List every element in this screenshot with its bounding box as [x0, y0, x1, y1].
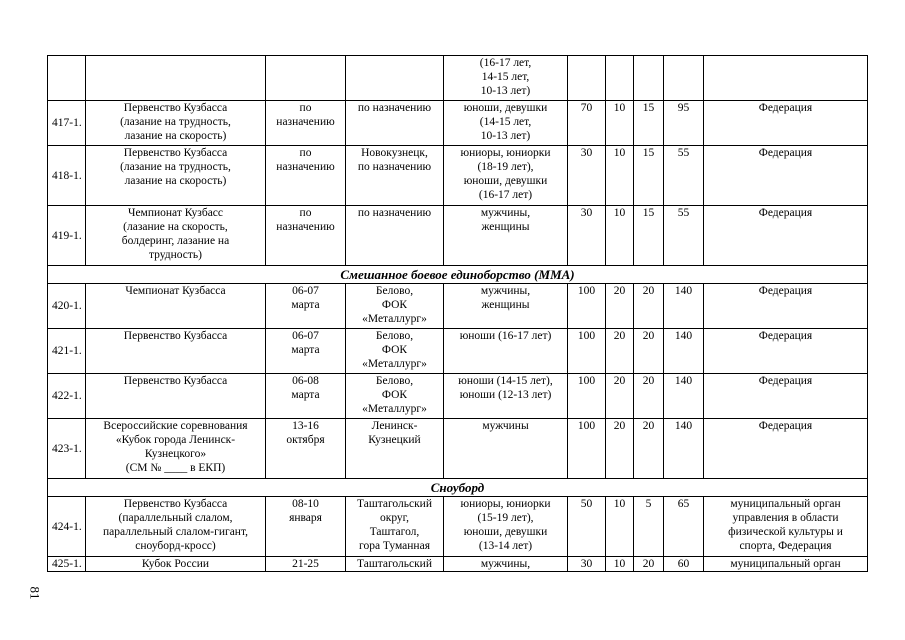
cell-c2: 10 [606, 206, 634, 266]
cell-c4: 140 [664, 284, 704, 329]
cell-name: Первенство Кузбасса (лазание на трудность, лазание на скорость) [86, 101, 266, 146]
cell-num: 423-1. [48, 419, 86, 479]
cell-place: Ленинск- Кузнецкий [346, 419, 444, 479]
cell-org: Федерация [704, 329, 868, 374]
cell-category: мужчины, [444, 557, 568, 572]
table-row [48, 374, 868, 419]
cell-c3 [634, 56, 664, 101]
cell-c4 [664, 56, 704, 101]
cell-c1: 100 [568, 419, 606, 479]
cell-c4: 65 [664, 497, 704, 557]
cell-category: мужчины [444, 419, 568, 479]
cell-c1: 30 [568, 146, 606, 206]
cell-c1: 100 [568, 374, 606, 419]
cell-c3: 20 [634, 374, 664, 419]
cell-c1: 30 [568, 557, 606, 572]
cell-place: Белово, ФОК «Металлург» [346, 374, 444, 419]
cell-c3: 20 [634, 419, 664, 479]
cell-c3: 5 [634, 497, 664, 557]
cell-place [346, 56, 444, 101]
cell-category: юноши (14-15 лет), юноши (12-13 лет) [444, 374, 568, 419]
table-row [48, 557, 868, 572]
cell-org: Федерация [704, 206, 868, 266]
cell-c3: 20 [634, 329, 664, 374]
cell-name: Первенство Кузбасса (параллельный слалом, параллельный слалом-гигант, сноуборд-кросс) [86, 497, 266, 557]
cell-name: Кубок России [86, 557, 266, 572]
cell-org: Федерация [704, 146, 868, 206]
table-row [48, 101, 868, 146]
table-row [48, 146, 868, 206]
cell-name: Чемпионат Кузбасса [86, 284, 266, 329]
cell-org: муниципальный орган [704, 557, 868, 572]
cell-place: Таштагольский [346, 557, 444, 572]
cell-num: 424-1. [48, 497, 86, 557]
page-number: 81 [27, 586, 43, 600]
section-header-row [48, 479, 868, 497]
cell-c2: 20 [606, 419, 634, 479]
cell-c2: 20 [606, 374, 634, 419]
cell-num: 422-1. [48, 374, 86, 419]
cell-c4: 140 [664, 374, 704, 419]
cell-place: Белово, ФОК «Металлург» [346, 284, 444, 329]
cell-name: Всероссийские соревнования «Кубок города Ленинск- Кузнецкого» (СМ № ____ в ЕКП) [86, 419, 266, 479]
table-row [48, 56, 868, 101]
table-row [48, 329, 868, 374]
cell-place: по назначению [346, 206, 444, 266]
table-row [48, 419, 868, 479]
cell-dates: 13-16 октября [266, 419, 346, 479]
cell-c1: 100 [568, 284, 606, 329]
cell-num: 425-1. [48, 557, 86, 572]
cell-category: юниоры, юниорки (18-19 лет), юноши, девушки (16-17 лет) [444, 146, 568, 206]
cell-name: Первенство Кузбасса (лазание на трудность, лазание на скорость) [86, 146, 266, 206]
cell-c2: 10 [606, 146, 634, 206]
cell-num: 417-1. [48, 101, 86, 146]
cell-name: Чемпионат Кузбасс (лазание на скорость, болдеринг, лазание на трудность) [86, 206, 266, 266]
cell-c1 [568, 56, 606, 101]
cell-category: (16-17 лет, 14-15 лет, 10-13 лет) [444, 56, 568, 101]
cell-category: мужчины, женщины [444, 284, 568, 329]
cell-c1: 30 [568, 206, 606, 266]
cell-c4: 60 [664, 557, 704, 572]
cell-place: по назначению [346, 101, 444, 146]
cell-org: Федерация [704, 284, 868, 329]
cell-num: 419-1. [48, 206, 86, 266]
cell-c4: 55 [664, 146, 704, 206]
cell-name: Первенство Кузбасса [86, 374, 266, 419]
table-row [48, 206, 868, 266]
cell-org: Федерация [704, 419, 868, 479]
cell-c2: 10 [606, 101, 634, 146]
cell-c1: 50 [568, 497, 606, 557]
cell-org: муниципальный орган управления в области физической культуры и спорта, Федерация [704, 497, 868, 557]
cell-c2 [606, 56, 634, 101]
cell-dates: 08-10 января [266, 497, 346, 557]
section-header-row [48, 266, 868, 284]
cell-dates [266, 56, 346, 101]
cell-num: 420-1. [48, 284, 86, 329]
cell-category: юноши, девушки (14-15 лет, 10-13 лет) [444, 101, 568, 146]
cell-name [86, 56, 266, 101]
cell-category: юноши (16-17 лет) [444, 329, 568, 374]
cell-c1: 100 [568, 329, 606, 374]
cell-dates: 06-07 марта [266, 284, 346, 329]
cell-c4: 95 [664, 101, 704, 146]
cell-dates: 06-08 марта [266, 374, 346, 419]
schedule-table [47, 55, 868, 572]
cell-num [48, 56, 86, 101]
cell-org [704, 56, 868, 101]
cell-c2: 10 [606, 557, 634, 572]
cell-dates: по назначению [266, 146, 346, 206]
section-title: Смешанное боевое единоборство (ММА) [48, 266, 868, 284]
cell-c3: 20 [634, 557, 664, 572]
cell-c3: 20 [634, 284, 664, 329]
cell-num: 418-1. [48, 146, 86, 206]
cell-c2: 20 [606, 329, 634, 374]
cell-category: юниоры, юниорки (15-19 лет), юноши, девушки (13-14 лет) [444, 497, 568, 557]
cell-c1: 70 [568, 101, 606, 146]
cell-category: мужчины, женщины [444, 206, 568, 266]
cell-dates: по назначению [266, 101, 346, 146]
cell-num: 421-1. [48, 329, 86, 374]
cell-c2: 20 [606, 284, 634, 329]
cell-c4: 140 [664, 419, 704, 479]
cell-place: Новокузнецк, по назначению [346, 146, 444, 206]
cell-dates: по назначению [266, 206, 346, 266]
section-title: Сноуборд [48, 479, 868, 497]
table-row [48, 497, 868, 557]
cell-c3: 15 [634, 146, 664, 206]
cell-org: Федерация [704, 101, 868, 146]
cell-c4: 140 [664, 329, 704, 374]
cell-place: Таштагольский округ, Таштагол, гора Туманная [346, 497, 444, 557]
cell-c3: 15 [634, 206, 664, 266]
cell-org: Федерация [704, 374, 868, 419]
cell-c4: 55 [664, 206, 704, 266]
cell-c3: 15 [634, 101, 664, 146]
cell-dates: 06-07 марта [266, 329, 346, 374]
cell-place: Белово, ФОК «Металлург» [346, 329, 444, 374]
cell-dates: 21-25 [266, 557, 346, 572]
table-row [48, 284, 868, 329]
cell-c2: 10 [606, 497, 634, 557]
cell-name: Первенство Кузбасса [86, 329, 266, 374]
